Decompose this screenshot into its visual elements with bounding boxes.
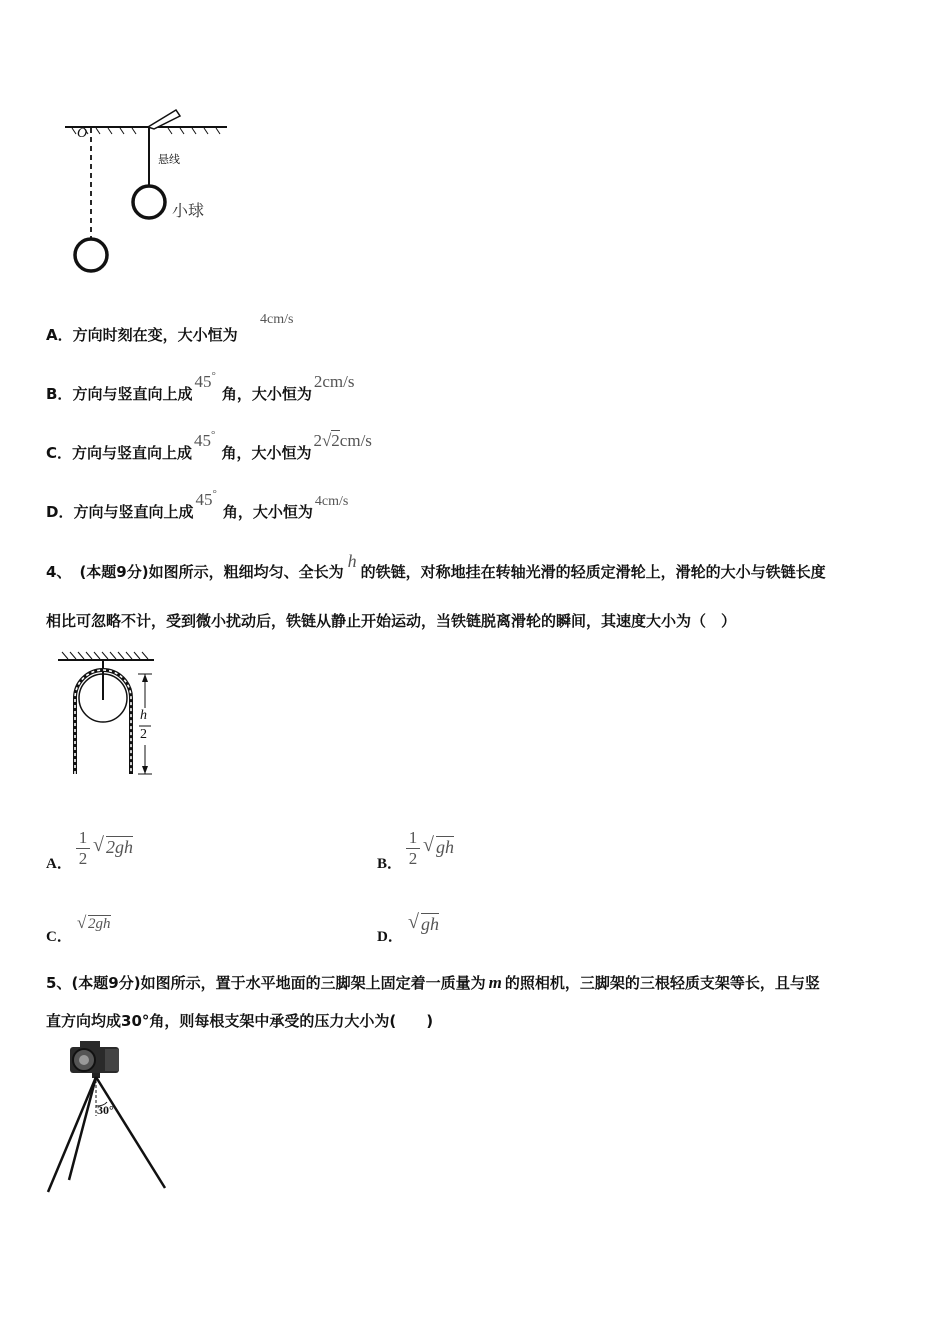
option-value: 4cm/s bbox=[260, 312, 294, 327]
option-letter: C． bbox=[46, 929, 72, 945]
option-mid-text: 角，大小恒为 bbox=[221, 385, 312, 403]
stem-text-cont: 的铁链，对称地挂在转轴光滑的轻质定滑轮上，滑轮的大小与铁链长度 bbox=[360, 563, 826, 581]
degree-sign: ° bbox=[211, 429, 216, 441]
var-h: h bbox=[347, 551, 357, 571]
denominator: 2 bbox=[78, 849, 88, 868]
radicand: 2 bbox=[331, 431, 340, 450]
sqrt-symbol: √ bbox=[321, 431, 332, 450]
option-letter: D． bbox=[377, 929, 403, 945]
radicand: 2gh bbox=[88, 916, 111, 932]
option-text: 方向与竖直向上成 bbox=[72, 444, 193, 462]
stem-text: 直方向均成30°角，则每根支架中承受的压力大小为( ) bbox=[46, 1012, 434, 1030]
option-letter: B． bbox=[377, 856, 403, 872]
sqrt-symbol: √ bbox=[423, 834, 434, 856]
angle-value: 45 bbox=[194, 431, 212, 450]
angle-value: 45 bbox=[194, 372, 212, 391]
stem-text-cont: 的照相机，三脚架的三根轻质支架等长，且与竖 bbox=[504, 974, 820, 992]
pivot-o-label: O bbox=[77, 126, 88, 141]
option-text: 方向时刻在变，大小恒为 bbox=[72, 326, 238, 344]
string-label: 悬线 bbox=[158, 153, 180, 166]
var-m: m bbox=[488, 973, 502, 992]
fig-angle-label: 30° bbox=[97, 1103, 114, 1117]
sqrt-symbol: √ bbox=[93, 834, 104, 856]
fig-h-label: h bbox=[140, 708, 147, 723]
sqrt-symbol: √ bbox=[408, 911, 419, 933]
option-letter: B． bbox=[46, 385, 73, 403]
radicand: gh bbox=[436, 837, 454, 857]
question-score: (本题9分) bbox=[71, 974, 141, 992]
option-value: 4cm/s bbox=[314, 494, 349, 509]
question-score: (本题9分) bbox=[79, 563, 149, 581]
option-mid-text: 角，大小恒为 bbox=[221, 444, 312, 462]
fig-2-label: 2 bbox=[140, 727, 147, 742]
angle-value: 45 bbox=[195, 490, 213, 509]
option-mid-text: 角，大小恒为 bbox=[222, 503, 313, 521]
option-unit: cm/s bbox=[339, 431, 372, 450]
option-letter: A． bbox=[46, 326, 73, 344]
option-letter: A． bbox=[46, 856, 72, 872]
option-coef: 2 bbox=[313, 431, 322, 450]
ball-label: 小球 bbox=[172, 201, 205, 220]
option-text: 方向与竖直向上成 bbox=[73, 503, 194, 521]
stem-text: 如图所示，粗细均匀、全长为 bbox=[148, 563, 344, 581]
question-number: 4、 bbox=[46, 563, 72, 581]
radicand: 2gh bbox=[106, 837, 133, 857]
sqrt-symbol: √ bbox=[77, 913, 87, 932]
numerator: 1 bbox=[76, 828, 90, 849]
option-letter: C． bbox=[46, 444, 73, 462]
degree-sign: ° bbox=[212, 488, 217, 500]
stem-text: 如图所示，置于水平地面的三脚架上固定着一质量为 bbox=[140, 974, 486, 992]
option-text: 方向与竖直向上成 bbox=[72, 385, 193, 403]
stem-text: 相比可忽略不计，受到微小扰动后，铁链从静止开始运动，当铁链脱离滑轮的瞬间，其速度大小为（ ） bbox=[46, 612, 737, 630]
question-number: 5、 bbox=[46, 974, 72, 992]
option-value: 2cm/s bbox=[313, 372, 355, 391]
degree-sign: ° bbox=[211, 370, 216, 382]
numerator: 1 bbox=[406, 828, 420, 849]
radicand: gh bbox=[421, 914, 439, 934]
denominator: 2 bbox=[408, 849, 418, 868]
option-letter: D． bbox=[46, 503, 74, 521]
